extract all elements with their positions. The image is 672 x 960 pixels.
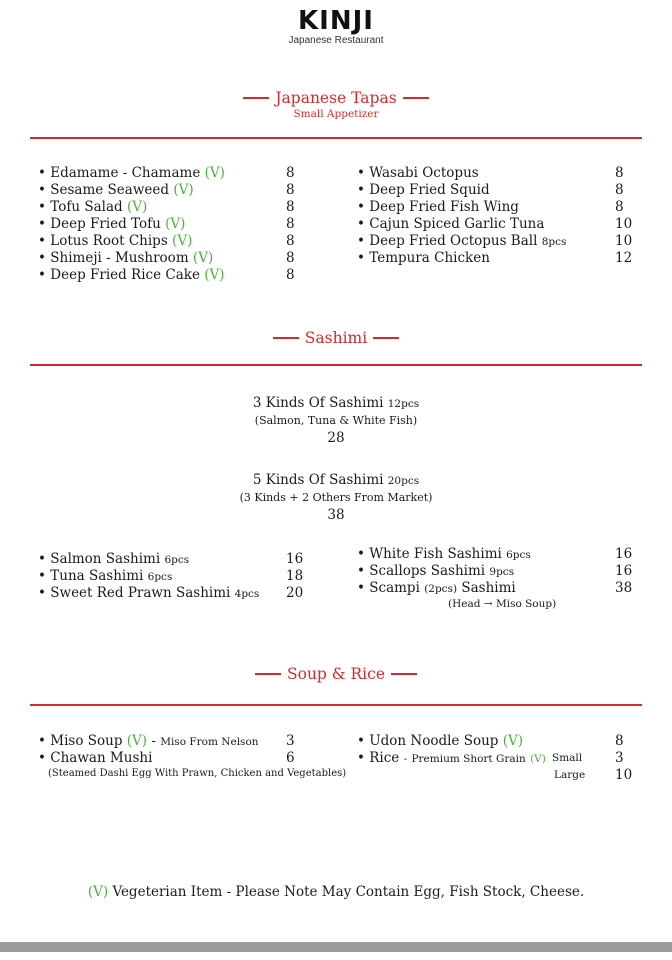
menu-item: • Deep Fried Squid 8 [357, 182, 624, 198]
menu-item: • Tofu Salad (V) 8 [38, 199, 295, 215]
soup-right-list [357, 733, 647, 784]
menu-item: • Wasabi Octopus 8 [357, 165, 624, 181]
bottom-bar [0, 942, 672, 952]
menu-item-udon: • Udon Noodle Soup (V) 8 [357, 733, 624, 749]
title-dash-right [391, 673, 417, 675]
tapas-title-text: Japanese Tapas [275, 89, 397, 107]
sashimi-platter-3-kinds: 3 Kinds Of Sashimi 12pcs (Salmon, Tuna & White Fish) 28 [252, 395, 420, 446]
menu-item: • Tempura Chicken 12 [357, 250, 633, 266]
menu-item: • Edamame - Chamame (V) 8 [38, 165, 295, 181]
sashimi-platter-5-kinds: 5 Kinds Of Sashimi 20pcs (3 Kinds + 2 Others From Market) 38 [239, 472, 433, 523]
section-divider [30, 137, 642, 139]
sashimi-left-list [38, 551, 328, 602]
sashimi-right-list [357, 546, 637, 597]
scampi-note: (Head → Miso Soup) [448, 598, 557, 610]
tapas-left-list [38, 165, 318, 284]
title-dash-left [273, 337, 299, 339]
section-title-sashimi [0, 329, 672, 347]
section-subtitle-tapas: Small Appetizer [293, 108, 379, 120]
tapas-right-list [357, 165, 637, 267]
menu-item: • Salmon Sashimi 6pcs 16 [38, 551, 304, 567]
menu-item-chawan-mushi: • Chawan Mushi 6 [38, 750, 295, 766]
title-dash-right [373, 337, 399, 339]
menu-item: • Scampi (2pcs) Sashimi 38 [357, 580, 633, 596]
soup-left-list [38, 733, 348, 780]
menu-item: • Scallops Sashimi 9pcs 16 [357, 563, 633, 579]
menu-item-rice-large: Large 10 [554, 767, 633, 783]
menu-item: • Sesame Seaweed (V) 8 [38, 182, 295, 198]
brand-name: KINJI [298, 6, 374, 36]
menu-item-miso-soup: • Miso Soup (V) - Miso From Nelson 3 [38, 733, 295, 749]
title-dash-left [243, 97, 269, 99]
section-divider [30, 704, 642, 706]
arrow-right-icon: → [483, 598, 493, 610]
menu-item-rice: • Rice - Premium Short Grain (V) Small 3 [357, 750, 624, 766]
menu-item: • Deep Fried Fish Wing 8 [357, 199, 624, 215]
menu-item: • Shimeji - Mushroom (V) 8 [38, 250, 295, 266]
vegetarian-legend: (V) Vegeterian Item - Please Note May Contain Egg, Fish Stock, Cheese. [87, 884, 585, 900]
section-title-tapas [0, 89, 672, 107]
menu-item: • Tuna Sashimi 6pcs 18 [38, 568, 304, 584]
sashimi-title-text: Sashimi [304, 329, 368, 347]
title-dash-right [403, 97, 429, 99]
title-dash-left [255, 673, 281, 675]
section-title-soup-rice [0, 665, 672, 683]
menu-item: • Lotus Root Chips (V) 8 [38, 233, 295, 249]
section-divider [30, 364, 642, 366]
soup-rice-title-text: Soup & Rice [287, 665, 385, 683]
menu-item: • Deep Fried Tofu (V) 8 [38, 216, 295, 232]
menu-item: • White Fish Sashimi 6pcs 16 [357, 546, 633, 562]
brand-subtitle: Japanese Restaurant [288, 35, 384, 46]
menu-item: • Deep Fried Octopus Ball 8pcs 10 [357, 233, 633, 249]
menu-item: • Sweet Red Prawn Sashimi 4pcs 20 [38, 585, 304, 601]
menu-item: • Deep Fried Rice Cake (V) 8 [38, 267, 295, 283]
brand-logo [0, 8, 672, 46]
menu-item: • Cajun Spiced Garlic Tuna 10 [357, 216, 633, 232]
chawan-mushi-desc: (Steamed Dashi Egg With Prawn, Chicken and Vegetables) [48, 768, 347, 779]
